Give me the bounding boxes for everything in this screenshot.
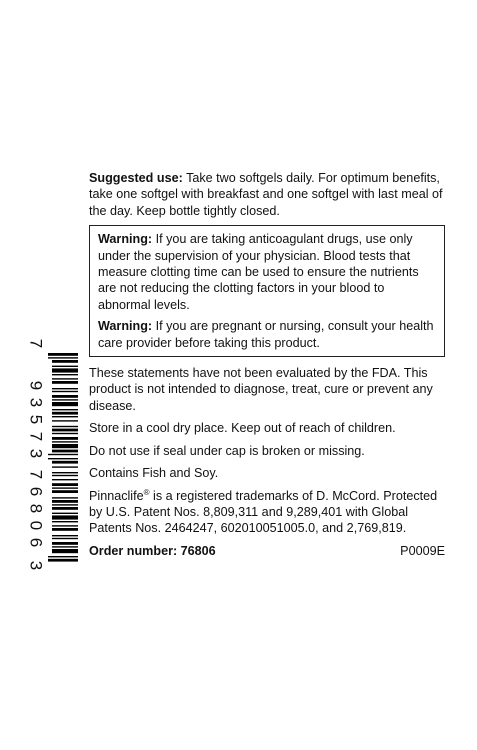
barcode-bar [52,461,78,464]
trademark-notice [89,488,445,537]
barcode-bar [52,402,78,406]
barcode-bar [52,472,78,473]
warning-text: If you are pregnant or nursing, consult your health care provider before taking this product. [98,319,434,350]
barcode-digit: 5 [26,414,46,425]
brand-name: Pinnaclife [89,488,144,503]
barcode-bar [52,528,78,531]
barcode-bar [52,360,78,363]
warning-pregnancy [98,318,436,351]
barcode-bar [52,521,78,522]
order-number: Order number: 76806 [89,543,216,558]
barcode-digit: 8 [26,503,46,514]
barcode-bar [52,433,78,434]
barcode-bar [52,490,78,493]
barcode-digit: 7 [26,431,46,442]
barcode-bar [48,454,78,455]
suggested-use [89,170,445,219]
seal-notice: Do not use if seal under cap is broken or missing. [89,443,365,458]
barcode-bar [48,559,78,562]
fda-disclaimer: These statements have not been evaluated by the FDA. This product is not intended to diagnose, treat, cure or prevent any disease. [89,366,433,413]
barcode-digit: 9 [26,380,46,391]
barcode-bar [52,388,78,389]
barcode-bar [48,357,78,358]
barcode-bar [52,450,78,453]
barcode-bar [52,538,78,539]
barcode-bar [52,441,78,442]
allergen-notice: Contains Fish and Soy. [89,466,219,481]
barcode-bar [52,426,78,427]
barcode-bar [52,399,78,400]
barcode-bar [48,556,78,557]
barcode-bar [52,535,78,536]
barcode-bar [52,546,78,547]
barcode-bar [52,391,78,392]
warning-label: Warning: [98,319,153,334]
barcode-digit: 3 [26,448,46,459]
barcode-digit: 7 [26,469,46,480]
barcode-digit: 3 [26,397,46,408]
warning-label: Warning: [98,232,153,247]
barcode-bar [52,437,78,440]
warning-text: If you are taking anticoagulant drugs, use only under the supervision of your physician. Blood tests that measure clotting time can be used to ensure the nutrients are not reducing the clotting factors in your blood to abnormal levels. [98,232,419,312]
barcode-bar [52,483,78,486]
barcode-bar [52,374,78,375]
barcode-bar [52,500,78,503]
warning-box [89,225,445,357]
barcode-bar [52,504,78,505]
barcode-bar [52,416,78,417]
barcode-bar [52,542,78,545]
suggested-use-text: Take two softgels daily. For optimum benefits, take one softgel with breakfast and one softgel with last meal of the day. Keep bottle tightly closed. [89,171,443,218]
barcode-bar [52,487,78,488]
suggested-use-label: Suggested use: [89,171,183,185]
barcode-digits [26,335,46,575]
barcode-bar [48,353,78,356]
barcode-bar [48,458,78,459]
barcode-bars [48,353,78,563]
barcode-digit: 6 [26,537,46,548]
barcode-digit: 0 [26,520,46,531]
barcode-bar [52,395,78,398]
barcode-bar [52,479,78,480]
barcode [26,335,78,575]
warning-anticoagulant [98,231,436,313]
barcode-bar [52,409,78,410]
barcode-bar [52,412,78,415]
barcode-bar [52,515,78,519]
barcode-bar [52,429,78,432]
barcode-bar [52,525,78,526]
barcode-bar [52,368,78,372]
registered-mark: ® [143,487,150,497]
barcode-bar [52,444,78,448]
barcode-bar [52,420,78,421]
order-line [89,543,445,559]
barcode-bar [52,466,78,467]
product-code: P0009E [400,543,445,558]
barcode-bar [52,497,78,498]
storage-instructions: Store in a cool dry place. Keep out of reach of children. [89,421,396,436]
barcode-digit: 6 [26,486,46,497]
barcode-bar [52,366,78,367]
barcode-bar [52,378,78,379]
barcode-digit: 7 [26,338,46,349]
barcode-bar [52,513,78,514]
barcode-bar [52,475,78,476]
barcode-bar [52,549,78,553]
barcode-bar [52,381,78,384]
barcode-digit: 3 [26,560,46,571]
trademark-text: is a registered trademarks of D. McCord. Protected by U.S. Patent Nos. 8,809,311 and 9,289,401 with Global Patents Nos. 2464247, 602010051005.0, and 2,769,819. [89,488,438,536]
label-text-block [89,170,445,559]
barcode-bar [52,507,78,510]
